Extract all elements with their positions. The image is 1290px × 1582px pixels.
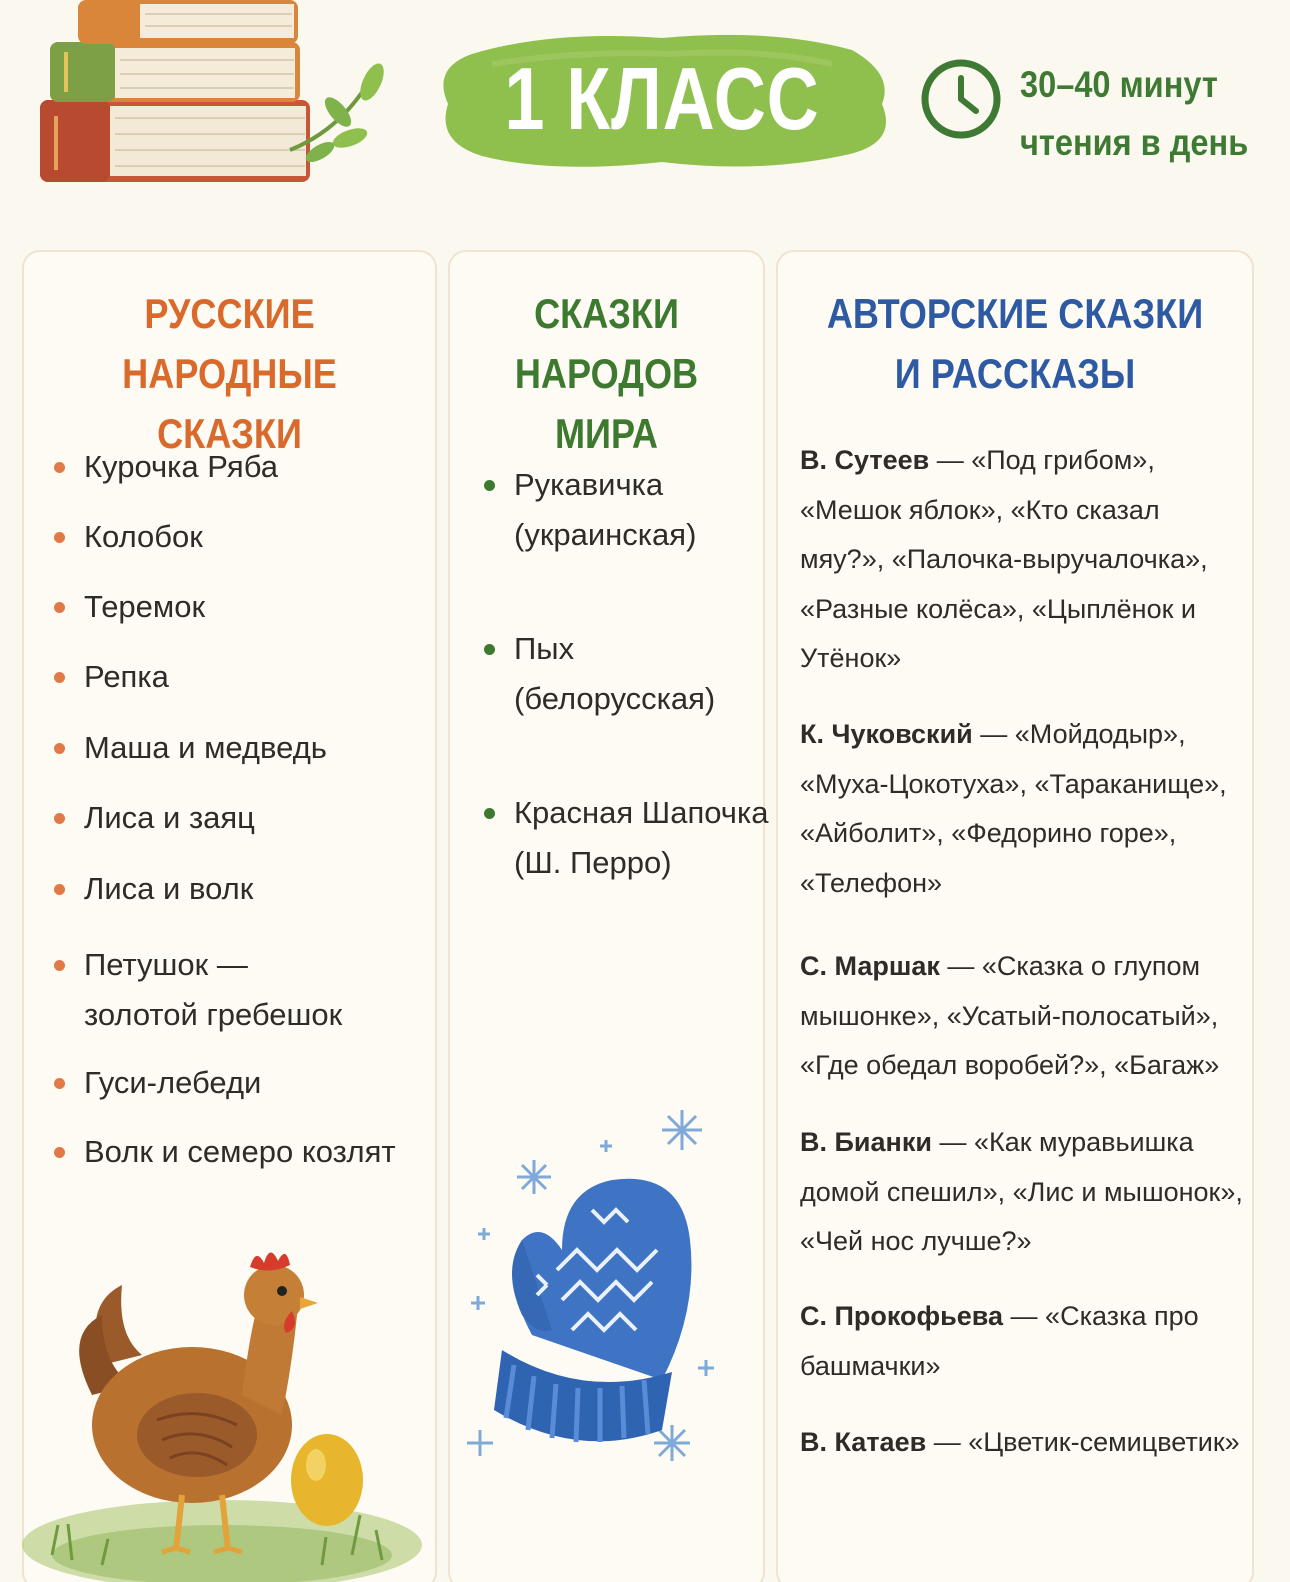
author-entry [800, 1292, 1250, 1391]
author-works: — «Мойдодыр», «Муха-Цокотуха», «Тараканище», «Айболит», «Федорино горе», «Телефон» [800, 719, 1227, 898]
author-works: — «Цветик-семицветик» [926, 1427, 1240, 1457]
bullet [54, 1147, 65, 1158]
author-name: К. Чуковский [800, 719, 973, 749]
page-title: 1 КЛАСС [504, 49, 820, 148]
author-works: — «Под грибом», «Мешок яблок», «Кто сказал мяу?», «Палочка-выручалочка», «Разные колёса», «Цыплёнок и Утёнок» [800, 445, 1208, 673]
mitten-illustration [462, 1100, 752, 1500]
list-item: Гуси-лебеди [84, 1058, 261, 1108]
author-works: — «Сказка о глупом мышонке», «Усатый-полосатый», «Где обедал воробей?», «Багаж» [800, 951, 1220, 1080]
list-item-continuation: (белорусская) [514, 681, 716, 716]
panel-title-line2: И РАССКАЗЫ [894, 350, 1136, 397]
reading-time [1020, 56, 1251, 172]
panel-title-line2: НАРОДОВ МИРА [514, 350, 699, 457]
list-item-continuation: золотой гребешок [84, 997, 343, 1032]
list-item-continuation: (украинская) [514, 517, 697, 552]
bullet [54, 743, 65, 754]
reading-time-line1: 30–40 минут [1020, 64, 1218, 105]
author-name: В. Катаев [800, 1427, 927, 1457]
bullet [54, 813, 65, 824]
list-item: Петушок — [84, 940, 248, 990]
author-entry [800, 1118, 1250, 1267]
list-item-continuation: (Ш. Перро) [514, 845, 672, 880]
bullet [54, 672, 65, 683]
bullet [484, 644, 495, 655]
author-works: — «Как муравьишка домой спешил», «Лис и мышонок», «Чей нос лучше?» [800, 1127, 1243, 1256]
panel-title-line2: СКАЗКИ [157, 410, 302, 457]
list-item: Колобок [84, 512, 203, 562]
list-item: Курочка Ряба [84, 442, 278, 492]
panel-title-line1: СКАЗКИ [534, 290, 679, 337]
panel-title-line1: РУССКИЕ НАРОДНЫЕ [122, 290, 337, 397]
list-item: Лиса и заяц [84, 793, 255, 843]
author-entry [800, 1418, 1250, 1468]
authors-tales-panel [776, 250, 1254, 1582]
panel-title [811, 284, 1219, 404]
panel-title [472, 284, 741, 464]
panel-title [53, 284, 406, 464]
books-illustration [20, 0, 420, 200]
author-entry [800, 942, 1250, 1091]
author-name: С. Маршак [800, 951, 940, 981]
list-item: Пых [514, 624, 574, 674]
bullet [54, 532, 65, 543]
list-item: Рукавичка [514, 460, 663, 510]
hen-with-egg-illustration [22, 1225, 442, 1582]
bullet [54, 884, 65, 895]
bullet [54, 602, 65, 613]
author-entry [800, 436, 1250, 684]
author-works: — «Сказка про башмачки» [800, 1301, 1199, 1381]
list-item: Лиса и волк [84, 864, 253, 914]
author-name: В. Бианки [800, 1127, 932, 1157]
bullet [484, 480, 495, 491]
bullet [54, 960, 65, 971]
bullet [484, 808, 495, 819]
list-item: Маша и медведь [84, 723, 327, 773]
panel-title-line1: АВТОРСКИЕ СКАЗКИ [826, 290, 1204, 337]
list-item: Красная Шапочка [514, 788, 768, 838]
reading-time-line2: чтения в день [1020, 122, 1249, 163]
author-entry [800, 710, 1250, 908]
list-item: Репка [84, 652, 169, 702]
bullet [54, 1078, 65, 1089]
author-name: В. Сутеев [800, 445, 930, 475]
list-item: Волк и семеро козлят [84, 1127, 396, 1177]
clock-icon [918, 56, 1004, 142]
bullet [54, 462, 65, 473]
author-name: С. Прокофьева [800, 1301, 1004, 1331]
list-item: Теремок [84, 582, 205, 632]
